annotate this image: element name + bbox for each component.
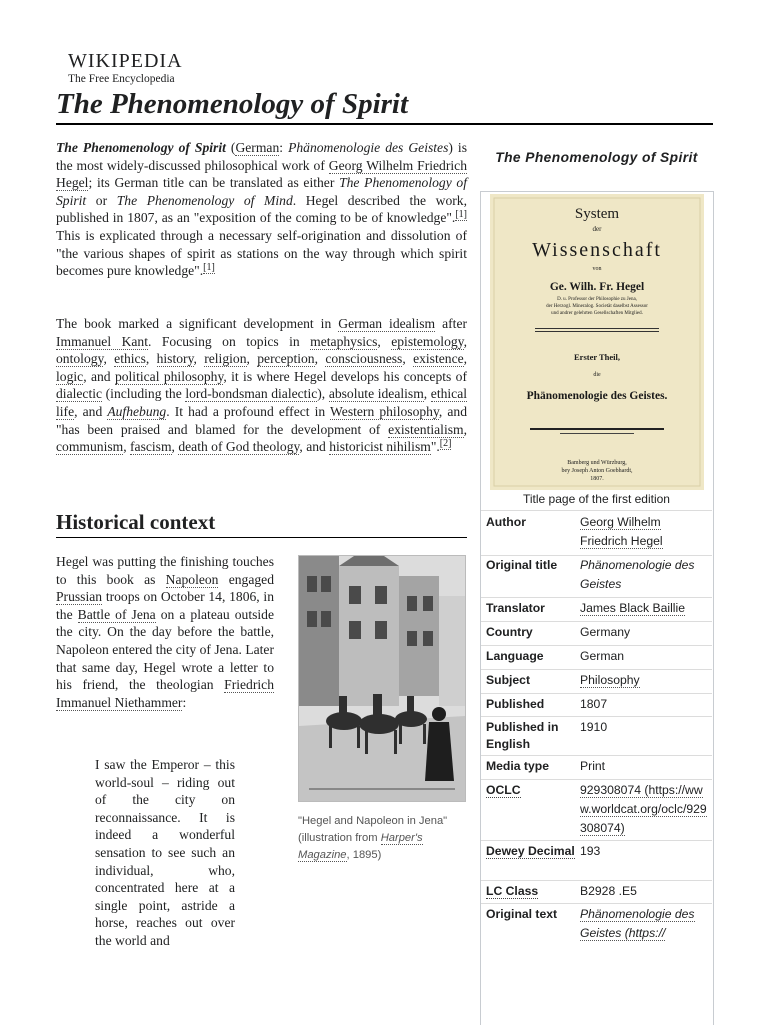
link-ethical-life[interactable]: ethical life [56,386,468,419]
historical-text: engaged [218,571,274,587]
cover-line: der [592,225,602,233]
caption-text: , 1895) [346,849,382,861]
historical-text: Hegel was putting the finishing touches to this book as [56,554,274,587]
title-page-image[interactable] [490,194,704,490]
wikipedia-tagline: The Free Encyclopedia [68,73,175,85]
link-prussian[interactable]: Prussian [56,589,103,605]
intro-text: . Focusing on topics in [148,333,311,349]
link-existence[interactable]: existence [413,351,464,367]
infobox-label-lc-class[interactable] [486,883,576,900]
infobox-value-published-in-english: 1910 [580,720,608,734]
cover-line: Ge. Wilh. Fr. Hegel [549,281,645,293]
link-consciousness[interactable]: consciousness [325,351,403,367]
link-harpers-magazine[interactable]: Harper's Magazine [298,832,423,861]
infobox-label-oclc[interactable] [486,782,576,799]
cover-line: 1807. [590,476,604,482]
intro-paragraph-2: The book marked a significant development in German idealism after Immanuel Kant. Focusing on topics in metaphysics, epistemology, ontology, ethics, history, religion, perception, consciousness, existence, logic, and political philosophy, it is where Hegel develops his concepts of dialectic (including the lord-bondsman dialectic), absolute idealism, ethical life, and Aufhebung. It had a profound effect in Western philosophy, and "has been praised and blamed for the development of existentialism, communism, fascism, death of God theology, and historicist nihilism".[2] [56,316,468,455]
infobox-value-translator [580,599,710,618]
blockquote: I saw the Emperor – this world-soul – riding out of the city on reconnaissance. It is indeed a wonderful sensation to see such an individual, who, concentrated here at a single point, astride a horse, reaches out over the world and [95,757,235,948]
cover-line: Wissenschaft [532,239,662,261]
intro-text: , and "has been praised and blamed for the development of [56,403,467,437]
infobox-label-original-text: Original text [486,907,558,921]
cover-line: Bamberg und Würzburg, [567,460,627,466]
link-german[interactable]: German [235,140,280,155]
infobox-label-published: Published [486,697,545,711]
infobox-value-subject [580,671,710,690]
infobox-row-divider [481,510,712,511]
infobox-label-language: Language [486,649,544,663]
infobox-label-translator: Translator [486,601,545,615]
infobox-row-divider [481,716,712,717]
dewey-label-text[interactable]: Dewey Decimal [486,844,575,858]
illustration-drawing [299,556,465,801]
intro-text: This is explicated through a necessary self-origination and dissolution of "the various shapes of spirit as stations on the way through which spirit becomes pure knowledge". [56,227,467,279]
link-niethammer[interactable]: Friedrich Immanuel Niethammer [56,677,274,710]
infobox-value-language: German [580,649,625,663]
title-divider [56,123,713,125]
infobox-row-divider [481,669,712,670]
intro-text: . It had a profound effect in [166,403,331,419]
link-battle-of-jena[interactable]: Battle of Jena [77,606,156,622]
infobox-row-divider [481,880,712,881]
link-metaphysics[interactable]: metaphysics [310,333,378,349]
cover-line: der Herzogl. Mineralog. Societät daselbst Assessor [546,304,648,309]
infobox-row-divider [481,840,712,841]
intro-text: . Hegel described the work, published in 1807, as an "exposition of the coming to be of knowledge". [56,192,467,226]
infobox-label-subject: Subject [486,673,531,687]
reference-link[interactable]: [2] [439,437,452,449]
intro-text: ) is the most widely-discussed philosophical work of [56,140,467,173]
link-oclc[interactable]: 929308074 (https://www.worldcat.org/oclc/929308074) [580,783,707,835]
infobox-value-author [580,513,710,551]
page-title: The Phenomenology of Spirit [56,88,409,120]
link-western-philosophy[interactable]: Western philosophy [330,403,439,419]
alt-title-2: The Phenomenology of Mind [116,192,293,208]
infobox-label-dewey-decimal[interactable] [486,843,576,860]
infobox-row-divider [481,693,712,694]
infobox-value-published: 1807 [580,697,608,711]
lc-class-label-text[interactable]: LC Class [486,884,539,898]
infobox-title: The Phenomenology of Spirit [495,150,698,165]
infobox-value-dewey-decimal: 193 [580,844,601,858]
link-author[interactable]: Georg Wilhelm Friedrich Hegel [580,515,663,548]
historical-paragraph [56,553,274,711]
section-heading-historical-context: Historical context [56,510,216,534]
reference-link[interactable]: [1] [455,208,467,220]
section-divider [56,537,467,538]
infobox-row-divider [481,597,712,598]
intro-paragraph-1: The Phenomenology of Spirit (German: Phänomenologie des Geistes) is the most widely-discussed philosophical work of Georg Wilhelm Friedrich Hegel; its German title can be translated as either The Phenomenology of Spirit or The Phenomenology of Mind. Hegel described the work, published in 1807, as an "exposition of the coming to be of knowledge".[1] This is explicated through a necessary self-origination and dissolution of "the various shapes of spirit as stations on the way through which spirit becomes pure knowledge".[1] [56,140,467,279]
cover-line: Erster Theil, [574,352,620,362]
intro-text: , it is where Hegel develops his concepts of [223,368,468,384]
link-absolute-idealism[interactable]: absolute idealism [328,386,424,402]
cover-caption: Title page of the first edition [523,492,670,506]
caption-text: "Hegel and Napoleon in Jena" (illustration from [298,815,448,844]
reference-link[interactable]: [1] [203,261,215,273]
link-ontology[interactable]: ontology [56,351,104,367]
cover-line: und andrer gelehrten Gesellschaften Mitglied. [551,311,643,316]
bold-title: The Phenomenology of Spirit [56,140,226,155]
alt-title-1: The Phenomenology of Spirit [56,175,467,208]
cover-line: Phänomenologie des Geistes. [526,390,668,402]
infobox-value-original-text [580,905,710,943]
link-lord-bondsman[interactable]: lord-bondsman dialectic [185,386,318,402]
link-fascism[interactable]: fascism [130,439,172,455]
link-logic[interactable]: logic [56,368,84,384]
link-hegel[interactable]: Georg Wilhelm Friedrich Hegel [56,157,467,191]
link-religion[interactable]: religion [204,351,247,367]
intro-text: after [435,316,468,331]
link-german-idealism[interactable]: German idealism [338,316,436,331]
infobox-value-lc-class: B2928 .E5 [580,884,637,898]
link-ethics[interactable]: ethics [114,351,146,367]
hegel-napoleon-illustration[interactable] [298,555,466,802]
link-communism[interactable]: communism [56,439,124,455]
link-death-of-god[interactable]: death of God theology [178,439,300,455]
link-history[interactable]: history [156,351,194,367]
link-napoleon[interactable]: Napoleon [165,571,219,587]
intro-text: or [86,192,117,208]
cover-line: die [593,372,601,378]
infobox-value-media-type: Print [580,759,606,773]
wikipedia-wordmark: WIKIPEDIA [68,50,183,72]
link-dialectic[interactable]: dialectic [56,386,103,402]
cover-line: System [574,206,620,222]
link-subject[interactable]: Philosophy [580,673,640,687]
infobox-value-oclc [580,781,710,838]
link-original-text[interactable]: Phänomenologie des Geistes (https:// [580,907,695,940]
link-aufhebung[interactable]: Aufhebung [107,403,167,419]
historical-text: troops on October 14, 1806, in the [56,589,274,622]
infobox-value-original-title: Phänomenologie des Geistes [580,558,695,591]
infobox-label-author: Author [486,515,526,529]
link-kant[interactable]: Immanuel Kant [56,333,148,349]
cover-line: von [592,266,602,272]
historical-text: : [182,694,187,710]
link-perception[interactable]: perception [257,351,315,367]
infobox-label-published-in-english: Published in English [486,720,559,751]
infobox-label-media-type: Media type [486,759,549,773]
infobox-value-country: Germany [580,625,631,639]
illustration-caption [298,813,468,864]
intro-text: ; its German title can be translated as either [88,175,340,191]
link-epistemology[interactable]: epistemology [391,333,464,349]
intro-text: (including the [102,386,186,402]
intro-text: The book marked a significant development in [56,316,339,331]
cover-line: bey Joseph Anton Goebhardt, [561,468,633,474]
historical-text: on a plateau outside the city. On the day before the battle, Napoleon entered the city of Jena. Later that same day, Hegel wrote a letter to his friend, the theologian [56,606,274,693]
infobox-label-country: Country [486,625,533,639]
infobox-row-divider [481,645,712,646]
oclc-label-text[interactable]: OCLC [486,783,521,797]
link-existentialism[interactable]: existentialism [388,421,464,437]
infobox-row-divider [481,779,712,780]
title-page-drawing [490,194,704,490]
wikipedia-logo[interactable] [68,50,183,86]
link-translator[interactable]: James Black Baillie [580,601,685,615]
cover-line: D. u. Professor der Philosophie zu Jena, [557,297,637,302]
link-political-philosophy[interactable]: political philosophy [114,368,224,384]
intro-text: ". [430,439,440,455]
infobox-label-original-title: Original title [486,558,558,572]
infobox-row-divider [481,621,712,622]
link-historicist-nihilism[interactable]: historicist nihilism [329,439,431,455]
german-title: Phänomenologie des Geistes [288,140,449,155]
infobox-row-divider [481,903,712,904]
infobox-row-divider [481,755,712,756]
